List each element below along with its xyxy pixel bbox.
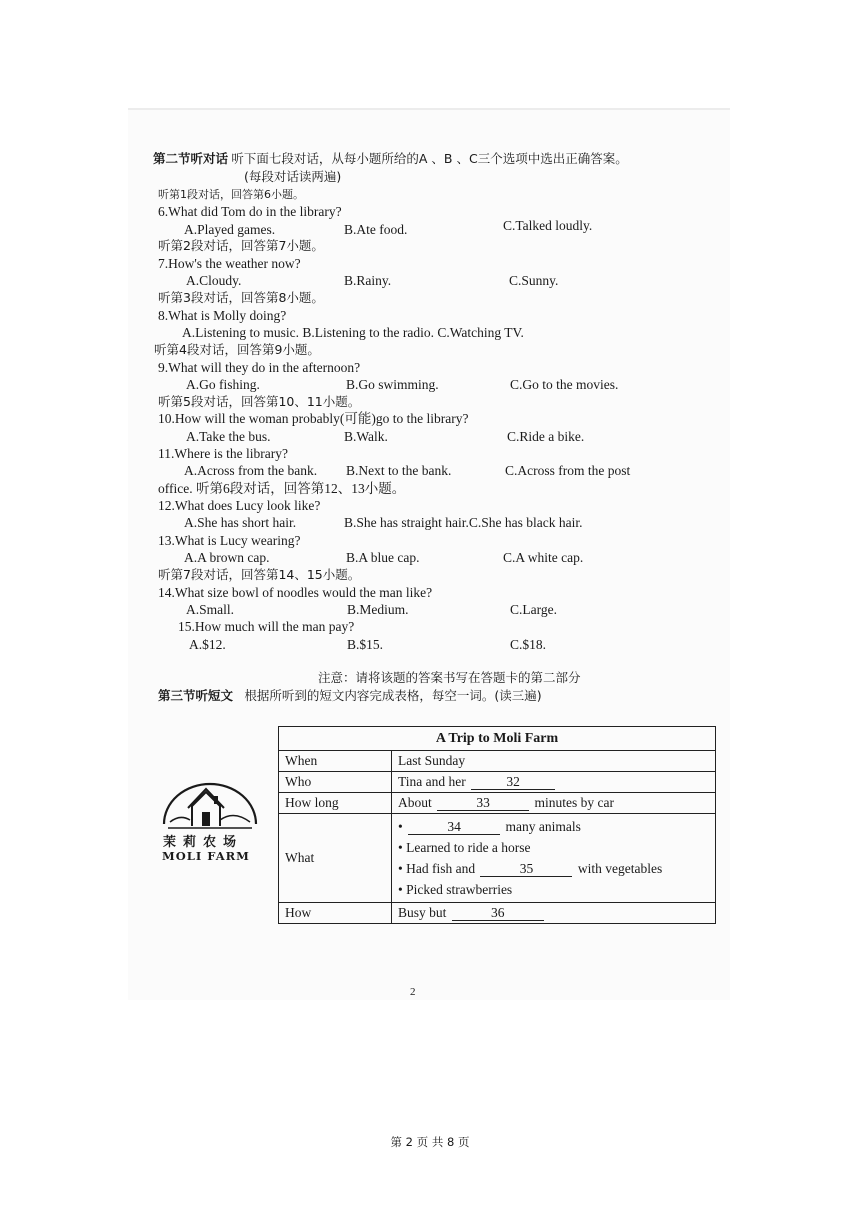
section3-title: 第三节听短文 xyxy=(158,688,234,703)
row-label: How xyxy=(279,903,392,924)
answer-notice: 注意：请将该题的答案书写在答题卡的第二部分 xyxy=(318,670,581,685)
question-9: 9.What will they do in the afternoon? xyxy=(158,360,361,375)
option-13b: B.A blue cap. xyxy=(346,550,420,565)
what-item: • Learned to ride a horse xyxy=(398,840,531,855)
option-9c: C.Go to the movies. xyxy=(510,377,619,392)
dialogue-instruction: 听第3段对话，回答第8小题。 xyxy=(158,290,324,305)
option-7a: A.Cloudy. xyxy=(186,273,242,288)
row-value: Last Sunday xyxy=(392,751,716,772)
section2-header xyxy=(153,151,628,167)
question-6: 6.What did Tom do in the library? xyxy=(158,204,342,219)
question-15: 15.How much will the man pay? xyxy=(178,619,355,634)
row-value xyxy=(392,814,716,903)
section2-instruction: 听下面七段对话，从每小题所给的A 、B 、C三个选项中选出正确答案。 xyxy=(231,151,628,166)
option-14a: A.Small. xyxy=(186,602,235,617)
row-value xyxy=(392,903,716,924)
row-label: How long xyxy=(279,793,392,814)
section3-instruction: 根据所听到的短文内容完成表格，每空一词。(读三遍) xyxy=(244,688,542,703)
logo-english-text: MOLI FARM xyxy=(162,849,250,863)
section2-note: (每段对话读两遍) xyxy=(244,169,342,184)
option-11b: B.Next to the bank. xyxy=(346,463,452,478)
dialogue-instruction: 听第2段对话，回答第7小题。 xyxy=(158,238,324,253)
what1-suffix: many animals xyxy=(505,819,581,834)
table-row xyxy=(279,751,716,772)
dialogue-instruction: 听第7段对话，回答第14、15小题。 xyxy=(158,567,361,582)
dialogue-instruction: 听第1段对话，回答第6小题。 xyxy=(158,188,304,201)
option-11a: A.Across from the bank. xyxy=(184,463,318,478)
what-item xyxy=(398,858,709,879)
question-14: 14.What size bowl of noodles would the man like? xyxy=(158,585,433,600)
question-13: 13.What is Lucy wearing? xyxy=(158,533,301,548)
how-prefix: Busy but xyxy=(398,905,447,920)
option-15b: B.$15. xyxy=(347,637,384,652)
howlong-suffix: minutes by car xyxy=(534,795,614,810)
blank-33: 33 xyxy=(437,796,529,811)
option-15a: A.$12. xyxy=(189,637,226,652)
row-label: When xyxy=(279,751,392,772)
blank-32: 32 xyxy=(471,775,555,790)
option-6a: A.Played games. xyxy=(184,222,276,237)
blank-34: 34 xyxy=(408,820,500,835)
what-item xyxy=(398,816,709,837)
option-9b: B.Go swimming. xyxy=(346,377,439,392)
row-label: What xyxy=(279,814,392,903)
blank-35: 35 xyxy=(480,862,572,877)
option-12a: A.She has short hair. xyxy=(184,515,297,530)
question-8: 8.What is Molly doing? xyxy=(158,308,287,323)
table-row xyxy=(279,793,716,814)
table-title: A Trip to Moli Farm xyxy=(279,727,716,751)
who-prefix: Tina and her xyxy=(398,774,466,789)
row-value xyxy=(392,772,716,793)
option-10c: C.Ride a bike. xyxy=(507,429,585,444)
blank-36: 36 xyxy=(452,906,544,921)
table-row xyxy=(279,903,716,924)
table-title-row xyxy=(279,727,716,751)
question-7: 7.How's the weather now? xyxy=(158,256,301,271)
table-row xyxy=(279,814,716,903)
option-10b: B.Walk. xyxy=(344,429,388,444)
option-11c: C.Across from the post xyxy=(505,463,631,478)
option-10a: A.Take the bus. xyxy=(186,429,271,444)
row-label: Who xyxy=(279,772,392,793)
question-10: 10.How will the woman probably(可能)go to the library? xyxy=(158,411,469,426)
option-7c: C.Sunny. xyxy=(509,273,559,288)
option-6c: C.Talked loudly. xyxy=(503,218,593,233)
what3-prefix: • Had fish and xyxy=(398,861,476,876)
table-row xyxy=(279,772,716,793)
option-7b: B.Rainy. xyxy=(344,273,392,288)
trip-table xyxy=(278,726,716,924)
scan-page-number: 2 xyxy=(410,986,416,998)
dialogue-instruction: 听第5段对话，回答第10、11小题。 xyxy=(158,394,361,409)
page-footer: 第 2 页 共 8 页 xyxy=(390,1135,470,1149)
bullet: • xyxy=(398,819,403,834)
options-8: A.Listening to music. B.Listening to the radio. C.Watching TV. xyxy=(182,325,524,340)
dialogue-instruction: 听第4段对话，回答第9小题。 xyxy=(154,342,320,357)
question-11: 11.Where is the library? xyxy=(158,446,288,461)
option-14c: C.Large. xyxy=(510,602,557,617)
options-12bc: B.She has straight hair.C.She has black hair. xyxy=(344,515,583,530)
howlong-prefix: About xyxy=(398,795,432,810)
logo-chinese-text: 茉莉农场 xyxy=(163,835,244,850)
row-value xyxy=(392,793,716,814)
scan-edge xyxy=(128,108,730,110)
question-12: 12.What does Lucy look like? xyxy=(158,498,321,513)
section2-title: 第二节听对话 xyxy=(153,151,229,166)
option-13c: C.A white cap. xyxy=(503,550,584,565)
section3-header xyxy=(158,688,542,704)
option-9a: A.Go fishing. xyxy=(186,377,260,392)
option-6b: B.Ate food. xyxy=(344,222,408,237)
what3-suffix: with vegetables xyxy=(577,861,663,876)
option-15c: C.$18. xyxy=(510,637,547,652)
option-11c-continued: office. 听第6段对话，回答第12、13小题。 xyxy=(158,481,406,496)
option-13a: A.A brown cap. xyxy=(184,550,270,565)
what-item: • Picked strawberries xyxy=(398,882,513,897)
option-14b: B.Medium. xyxy=(347,602,409,617)
